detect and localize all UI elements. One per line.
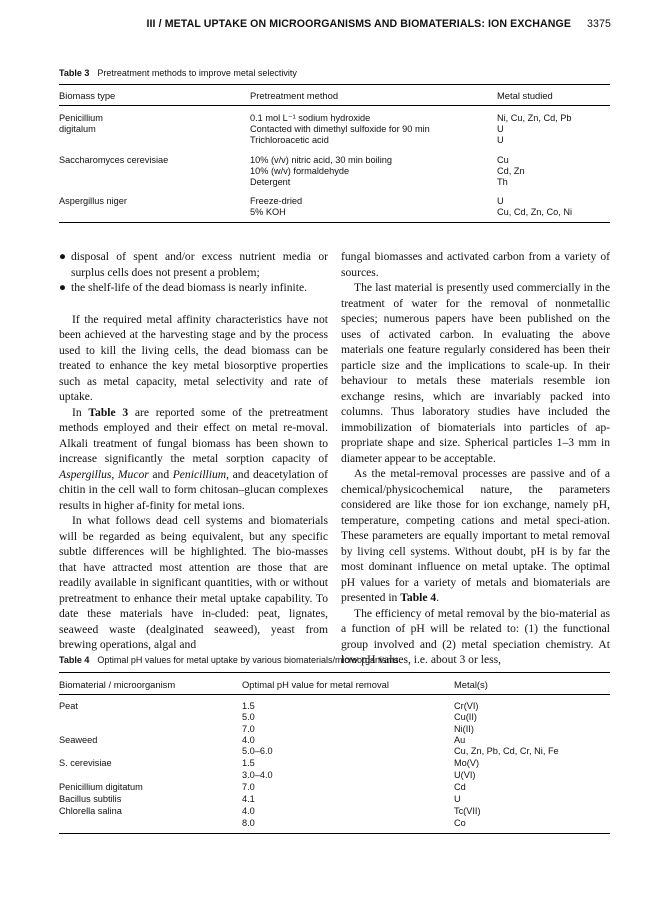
- table3-cell: Ni, Cu, Zn, Cd, Pb: [497, 113, 572, 123]
- table3-col-pretreatment: Pretreatment method: [250, 90, 339, 101]
- bullet-dot-icon: ●: [59, 250, 67, 263]
- table3-cell: 10% (v/v) nitric acid, 30 min boiling: [250, 155, 392, 165]
- table4-col-metals: Metal(s): [454, 679, 488, 690]
- table3-reference: Table 3: [88, 405, 129, 419]
- table3-cell: Contacted with dimethyl sulfoxide for 90 min: [250, 124, 430, 134]
- table3-cell: Penicillium: [59, 113, 103, 123]
- paragraph: The efficiency of metal removal by the bio-material as a function of pH will be related to: (1) the functional group involved and (2) metal speciation chemistry. At low pH values, i.e. about 3 or less,: [341, 606, 610, 666]
- table4-header-rule: [59, 694, 610, 695]
- table4-caption-text: Optimal pH values for metal uptake by various biomaterials/microorganisms: [97, 655, 399, 665]
- table4-cell: 4.0: [242, 806, 255, 816]
- table4-col-ph: Optimal pH value for metal removal: [242, 679, 389, 690]
- running-header: [0, 18, 611, 30]
- table4-cell: Cu, Zn, Pb, Cd, Cr, Ni, Fe: [454, 746, 559, 756]
- table4-cell: Seaweed: [59, 735, 98, 745]
- table4-cell: Ni(II): [454, 724, 474, 734]
- table4-caption: [59, 655, 398, 665]
- table3-header-rule: [59, 105, 610, 106]
- body-left-column: [59, 249, 328, 653]
- paragraph: As the metal-removal processes are passive and of a chemical/physicochemical nature, the parameters considered are like those for ion exchange, namely pH, temperature, competing cations and metal speci-ation. These parameters are equally important to metal removal by living cell systems. Without doubt, pH is by far the most dominant influence on metal uptake. The optimal pH values for a variety of metals and biomaterials are presented in Table 4.: [341, 467, 610, 604]
- table4-cell: 4.0: [242, 735, 255, 745]
- table4-cell: 3.0–4.0: [242, 770, 273, 780]
- table3-cell: Aspergillus niger: [59, 196, 127, 206]
- table4-top-rule: [59, 672, 610, 673]
- table4-cell: S. cerevisiae: [59, 758, 112, 768]
- table4-cell: Au: [454, 735, 466, 745]
- table4-cell: Co: [454, 818, 466, 828]
- table4-cell: U: [454, 794, 461, 804]
- bullet-item: ● disposal of spent and/or excess nutrient media or surplus cells does not present a problem;: [59, 250, 328, 279]
- table4-label: Table 4: [59, 655, 90, 665]
- table4-cell: Tc(VII): [454, 806, 481, 816]
- table3-cell: Cd, Zn: [497, 166, 525, 176]
- table4-cell: Cd: [454, 782, 466, 792]
- table4-cell: 1.5: [242, 758, 255, 768]
- table4-cell: 1.5: [242, 701, 255, 711]
- table4-reference: Table 4: [400, 591, 437, 604]
- paragraph: If the required metal affinity characteristics have not been achieved at the harvesting stage and by the process used to kill the living cells, the dead biomass can be treated to enhance the key metal biosorptive properties such as metal capacity, metal selectivity and rate of uptake.: [59, 312, 328, 403]
- table4-cell: Bacillus subtilis: [59, 794, 122, 804]
- page-number: 3375: [587, 18, 611, 30]
- table4-cell: Peat: [59, 701, 78, 711]
- table4-cell: 8.0: [242, 818, 255, 828]
- body-right-column: [341, 249, 610, 668]
- table4-cell: Penicillium digitatum: [59, 782, 143, 792]
- table4-cell: 5.0–6.0: [242, 746, 273, 756]
- paragraph: The last material is presently used commercially in the treatment of water for the removal of nonmetallic species; numerous papers have been published on the uses of activated carbon. In evaluating the above materials one feature regularly considered has been their particle size and the implications to scale-up. In their behaviour to metals these materials resemble ion exchange resins, which are invariably packed into columns. Thus laboratory studies have included the immobilization of biomaterials into particles of ap-propriate shape and size. Spherical particles 1–3 mm in diameter appear to be acceptable.: [341, 281, 610, 465]
- table3-cell: Freeze-dried: [250, 196, 303, 206]
- table3-cell: Trichloroacetic acid: [250, 135, 329, 145]
- table4-cell: 4.1: [242, 794, 255, 804]
- table4-cell: Mo(V): [454, 758, 480, 768]
- table3-cell: Th: [497, 177, 508, 187]
- table3-cell: 0.1 mol L⁻¹ sodium hydroxide: [250, 113, 371, 123]
- table4-cell: 7.0: [242, 782, 255, 792]
- table4-cell: Cr(VI): [454, 701, 479, 711]
- table3-cell: Cu: [497, 155, 509, 165]
- table3-cell: U: [497, 124, 504, 134]
- table4-cell: Chlorella salina: [59, 806, 122, 816]
- table4-cell: Cu(II): [454, 712, 477, 722]
- table4-cell: 7.0: [242, 724, 255, 734]
- table3-top-rule: [59, 84, 610, 85]
- table3-bottom-rule: [59, 222, 610, 223]
- paragraph: In Table 3 are reported some of the pretreatment methods employed and their effect on metal re-moval. Alkali treatment of fungal biomass has been shown to increase significantly the metal sorption capacity of Aspergillus, Mucor and Penicillium, and deacetylation of chitin in the cell wall to form chitosan–glucan complexes results in higher af-finity for metal ions.: [59, 405, 328, 512]
- table3-col-metal: Metal studied: [497, 90, 553, 101]
- paragraph: fungal biomasses and activated carbon from a variety of sources.: [341, 250, 610, 279]
- table4-col-biomaterial: Biomaterial / microorganism: [59, 679, 176, 690]
- table3-cell: U: [497, 135, 504, 145]
- table3-label: Table 3: [59, 68, 90, 78]
- bullet-dot-icon: ●: [59, 281, 67, 294]
- running-title: III / METAL UPTAKE ON MICROORGANISMS AND BIOMATERIALS: ION EXCHANGE: [146, 18, 572, 30]
- table3-cell: U: [497, 196, 504, 206]
- table3-cell: 10% (w/v) formaldehyde: [250, 166, 350, 176]
- table3-cell: Saccharomyces cerevisiae: [59, 155, 169, 165]
- table3-cell: 5% KOH: [250, 207, 286, 217]
- table4-cell: U(VI): [454, 770, 476, 780]
- table4-bottom-rule: [59, 833, 610, 834]
- table3-cell: Cu, Cd, Zn, Co, Ni: [497, 207, 573, 217]
- table3-col-biomass: Biomass type: [59, 90, 116, 101]
- table3-caption: [59, 68, 297, 78]
- table3-cell: digitalum: [59, 124, 96, 134]
- bullet-item: ● the shelf-life of the dead biomass is nearly infinite.: [59, 281, 307, 294]
- table3-cell: Detergent: [250, 177, 291, 187]
- table4-cell: 5.0: [242, 712, 255, 722]
- table3-caption-text: Pretreatment methods to improve metal selectivity: [97, 68, 297, 78]
- paragraph: In what follows dead cell systems and biomaterials will be regarded as being equivalent, but any specific subtle differences will be highlighted. The bio-masses that have attracted most attention are those that are readily available in significant quantities, with or without pretreatment to enhance their metal uptake capability. To date these materials have in-cluded: peat, lignates, seaweed waste (dealginated seaweed), yeast from brewing operations, algal and: [59, 514, 328, 651]
